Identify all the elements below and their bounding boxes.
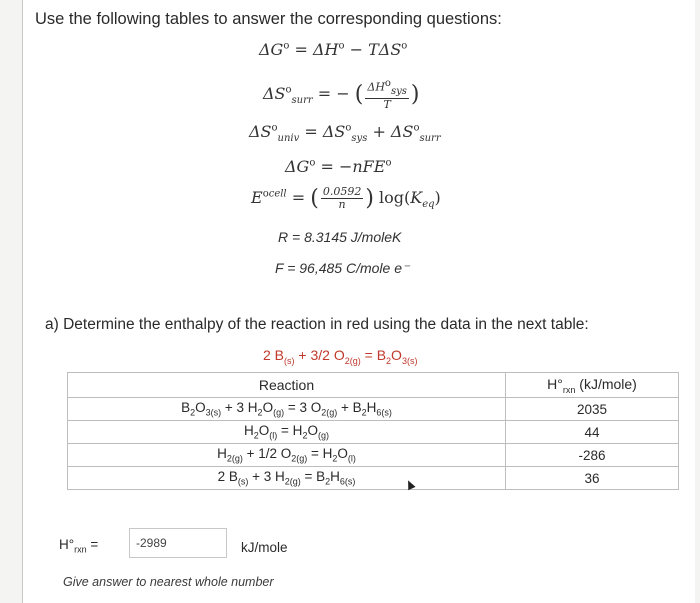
enthalpy-cell: -286: [506, 444, 679, 467]
reaction-cell: $H_{2(g)} + 1/2$ $O_{2(g)} = H_2O_{(l)}$: [68, 444, 506, 467]
enthalpy-cell: 2035: [506, 398, 679, 421]
equation-gibbs-electrochemical: $\Delta G^o = -nFE^o$: [285, 157, 392, 176]
answer-unit: kJ/mole: [241, 540, 288, 555]
table-row: [68, 421, 679, 444]
header-reaction: Reaction: [68, 373, 506, 398]
faraday-constant: F = 96,485 C/mole e⁻: [275, 260, 410, 276]
answer-label: $H^\circ_{rxn}$ =: [59, 537, 99, 555]
equation-nernst: $E^{ocell}$ = ( $\frac{0.0592}{n}$ ) $\log(K_{eq})$: [251, 185, 441, 211]
enthalpy-cell: 44: [506, 421, 679, 444]
table-row: [68, 444, 679, 467]
gas-constant: R = 8.3145 J/moleK: [278, 229, 402, 245]
question-text: a) Determine the enthalpy of the reaction in red using the data in the next table:: [45, 316, 589, 333]
enthalpy-cell: 36: [506, 467, 679, 490]
answer-input[interactable]: [129, 528, 227, 558]
enthalpy-table: [67, 372, 679, 490]
instructions: Use the following tables to answer the corresponding questions:: [35, 10, 502, 28]
reaction-cell: 2 $B_{(s)} + 3$ $H_{2(g)} = B_2H_{6(s)}$: [68, 467, 506, 490]
header-enthalpy: $H^\circ_{rxn}$ (kJ/mole): [506, 373, 679, 398]
equation-gibbs: $\Delta G^o = \Delta H^o - T\Delta S^o$: [259, 40, 408, 59]
question-page: [22, 0, 695, 603]
reaction-cell: $B_2O_{3(s)} + 3$ $H_2O_{(g)} = 3$ $O_{2(g)} + B_2H_{6(s)}$: [68, 398, 506, 421]
rounding-hint: Give answer to nearest whole number: [63, 575, 274, 589]
equation-entropy-surroundings: $\Delta S^o_{surr}$ = − ( $\frac{\Delta H^o_{sys}}{T}$ ): [263, 78, 420, 111]
table-row: [68, 398, 679, 421]
reaction-cell: $H_2O_{(l)} = H_2O_{(g)}$: [68, 421, 506, 444]
table-row: [68, 467, 679, 490]
target-reaction: 2 $B_{(s)} + 3/2$ $O_{2(g)} = B_2O_{3(s)}$: [263, 347, 418, 366]
equation-entropy-universe: $\Delta S^o_{univ} = \Delta S^o_{sys} + \Delta S^o_{surr}$: [249, 122, 441, 145]
